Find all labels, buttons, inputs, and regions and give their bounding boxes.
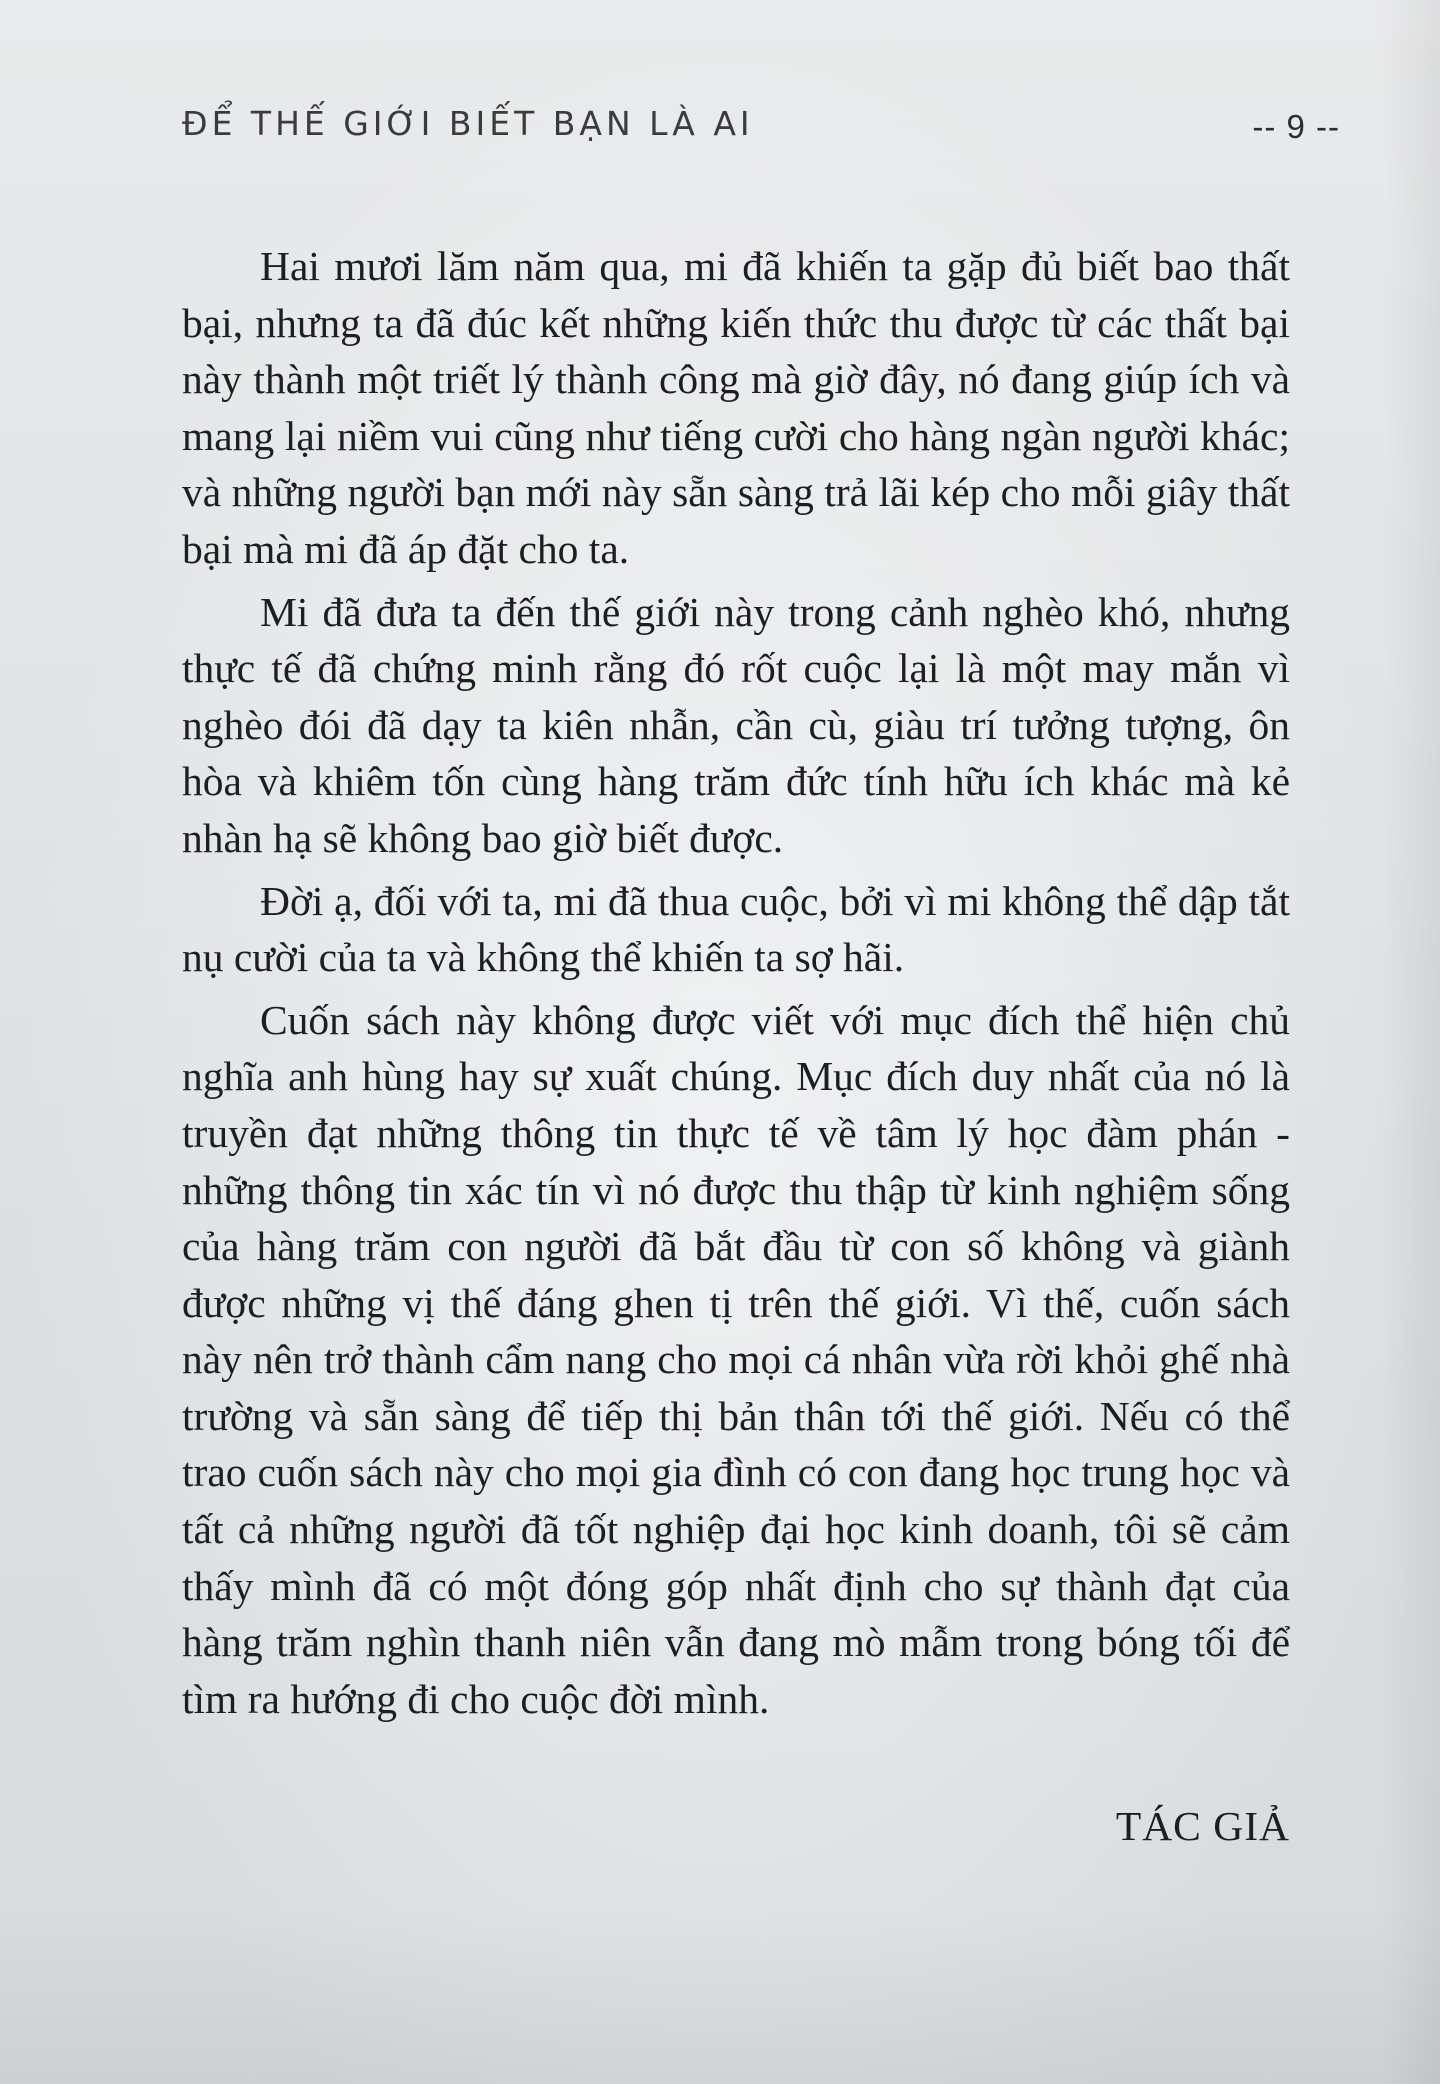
running-head-title: ĐỂ THẾ GIỚI BIẾT BẠN LÀ AI (182, 104, 754, 143)
page-bottom-shadow (0, 1904, 1440, 2084)
paragraph: Đời ạ, đối với ta, mi đã thua cuộc, bởi vì mi không thể dập tắt nụ cười của ta và không thể khiến ta sợ hãi. (182, 877, 1290, 981)
paragraph: Mi đã đưa ta đến thế giới này trong cảnh nghèo khó, nhưng thực tế đã chứng minh rằng đó rốt cuộc lại là một may mắn vì nghèo đói đã dạy ta kiên nhẫn, cần cù, giàu trí tưởng tượng, ôn hòa và khiêm tốn cùng hàng trăm đức tính hữu ích khác mà kẻ nhàn hạ sẽ không bao giờ biết được. (182, 588, 1290, 861)
body-text (182, 238, 1290, 1733)
paragraph: Hai mươi lăm năm qua, mi đã khiến ta gặp đủ biết bao thất bại, nhưng ta đã đúc kết những kiến thức thu được từ các thất bại này thành một triết lý thành công mà giờ đây, nó đang giúp ích và mang lại niềm vui cũng như tiếng cười cho hàng ngàn người khác; và những người bạn mới này sẵn sàng trả lãi kép cho mỗi giây thất bại mà mi đã áp đặt cho ta. (182, 243, 1290, 572)
page-edge-shadow (1380, 0, 1440, 2084)
page-number: -- 9 -- (1252, 108, 1340, 145)
paragraph: Cuốn sách này không được viết với mục đích thể hiện chủ nghĩa anh hùng hay sự xuất chúng. Mục đích duy nhất của nó là truyền đạt những thông tin thực tế về tâm lý học đàm phán - những thông tin xác tín vì nó được thu thập từ kinh nghiệm sống của hàng trăm con người đã bắt đầu từ con số không và giành được những vị thế đáng ghen tị trên thế giới. Vì thế, cuốn sách này nên trở thành cẩm nang cho mọi cá nhân vừa rời khỏi ghế nhà trường và sẵn sàng để tiếp thị bản thân tới thế giới. Nếu có thể trao cuốn sách này cho mọi gia đình có con đang học trung học và tất cả những người đã tốt nghiệp đại học kinh doanh, tôi sẽ cảm thấy mình đã có một đóng góp nhất định cho sự thành đạt của hàng trăm nghìn thanh niên vẫn đang mò mẫm trong bóng tối để tìm ra hướng đi cho cuộc đời mình. (182, 996, 1290, 1722)
author-signature: TÁC GIẢ (1115, 1803, 1290, 1849)
